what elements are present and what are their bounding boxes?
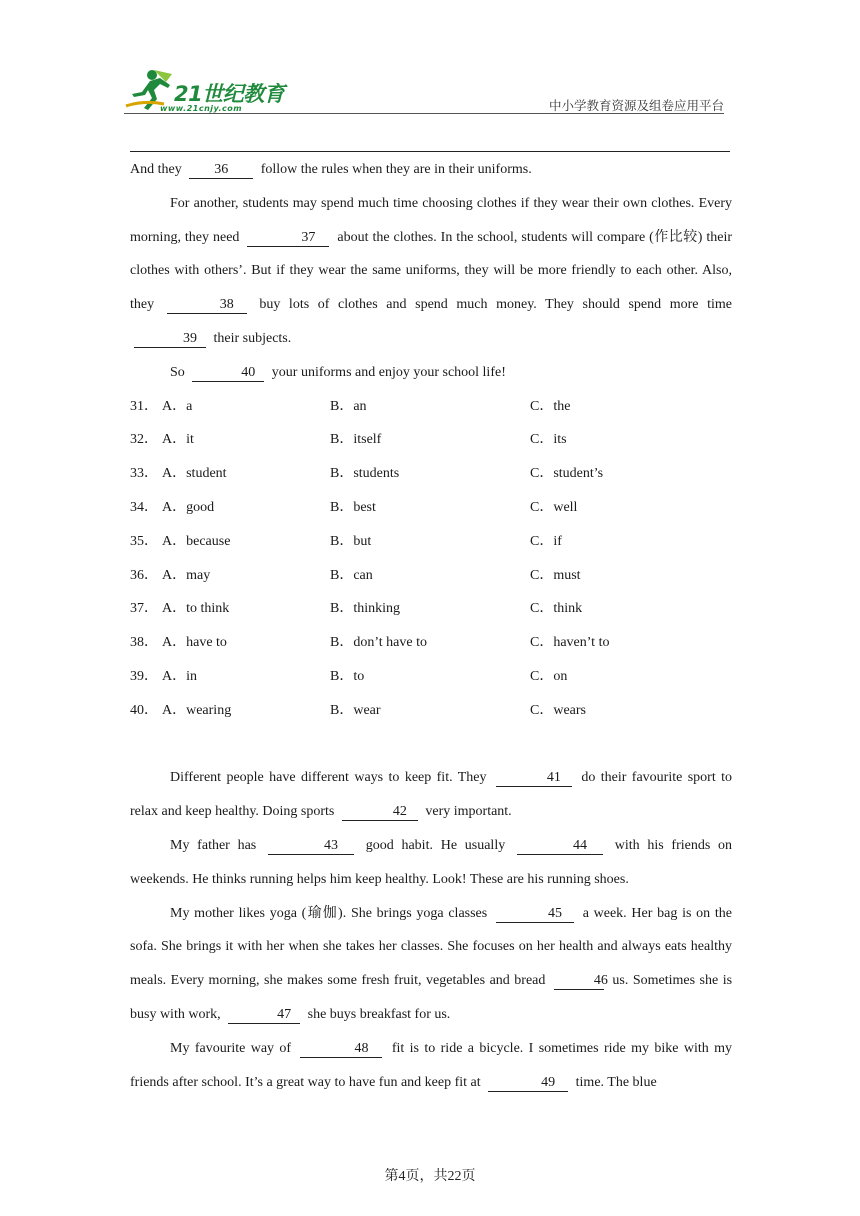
answer-blank-42: 42 — [342, 804, 418, 821]
passage2-paragraph3: My mother likes yoga (瑜伽). She brings yoga classes 45 a week. Her bag is on the sofa. She brings it with her when she takes her classes. She focuses on her health and always eats healthy meals. Every morning, she makes some fresh fruit, vegetables and bread 46 us. Sometimes she is busy with work, 47 she buys breakfast for us. — [130, 905, 733, 1022]
logo-text: 21世纪教育 — [174, 82, 285, 106]
answer-blank-45: 45 — [496, 906, 574, 923]
option-row: 35． A．because B．but C．if — [130, 533, 562, 549]
spacer — [130, 728, 732, 762]
passage2-paragraph2: My father has 43 good habit. He usually 44 with his friends on weekends. He thinks running helps him keep healthy. Look! These are his running shoes. — [130, 837, 733, 887]
answer-blank-46: 46 — [554, 973, 604, 990]
option-row: 33． A．student B．students C．student’s — [130, 466, 604, 482]
answer-blank-36: 36 — [189, 162, 253, 179]
answer-blank-43: 43 — [268, 838, 354, 855]
page-header — [124, 66, 728, 116]
logo — [124, 68, 294, 114]
option-row: 37． A．to think B．thinking C．think — [130, 601, 583, 617]
page-content — [130, 153, 732, 1099]
answer-blank-44: 44 — [517, 838, 603, 855]
answer-blank-47: 47 — [228, 1007, 300, 1024]
answer-blank-39: 39 — [134, 331, 206, 348]
page-number: 第4页，共22页 — [384, 1169, 476, 1184]
passage1-line1: And they 36 follow the rules when they are in their uniforms. — [130, 162, 532, 177]
passage1-paragraph3: So 40 your uniforms and enjoy your school life! — [170, 364, 506, 380]
passage2-paragraph1: Different people have different ways to keep fit. They 41 do their favourite sport to relax and keep healthy. Doing sports 42 very important. — [130, 770, 733, 820]
option-row: 39． A．in B．to C．on — [130, 668, 568, 684]
header-tagline: 中小学教育资源及组卷应用平台 — [548, 98, 724, 113]
option-row: 40． A．wearing B．wear C．wears — [130, 702, 586, 718]
answer-blank-41: 41 — [496, 770, 572, 787]
option-row: 34． A．good B．best C．well — [130, 499, 578, 515]
passage1-paragraph2: For another, students may spend much time choosing clothes if they wear their own clothes. Every morning, they need 37 about the clothes. In the school, students will compare (作比较) their clothes with others’. But if they wear the same uniforms, they will be more friendly to each other. Also, they 38 buy lots of clothes and spend much money. They should spend more time 39 their subjects. — [130, 195, 733, 346]
answer-blank-38: 38 — [167, 297, 247, 314]
option-row: 38． A．have to B．don’t have to C．haven’t to — [130, 635, 610, 651]
answer-blank-40: 40 — [192, 365, 264, 382]
answer-blank-48: 48 — [300, 1041, 382, 1058]
logo-url: www.21cnjy.com — [160, 104, 243, 113]
option-row: 31． A．a B．an C．the — [130, 398, 571, 414]
options-list — [130, 390, 732, 728]
answer-blank-37: 37 — [247, 230, 329, 247]
header-divider — [124, 113, 724, 114]
option-row: 32． A．it B．itself C．its — [130, 432, 567, 448]
content-top-rule — [130, 151, 730, 152]
option-row: 36． A．may B．can C．must — [130, 567, 581, 583]
answer-blank-49: 49 — [488, 1075, 568, 1092]
passage2-paragraph4: My favourite way of 48 fit is to ride a bicycle. I sometimes ride my bike with my friends after school. It’s a great way to have fun and keep fit at 49 time. The blue — [130, 1040, 732, 1090]
